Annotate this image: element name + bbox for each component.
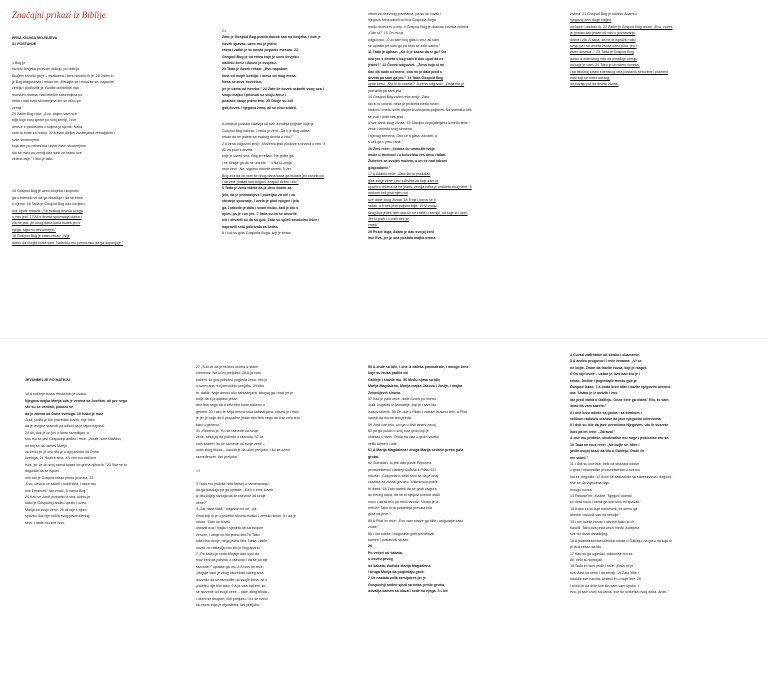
text-line: 14 A ako za to čuje namesnik, mi ćemo ga <box>570 506 638 511</box>
text-line: sticanje spoznaje. I uzela je plod njegov i jela <box>222 199 299 204</box>
text-line: rekao. Dođite i pogledajte mesto gde je <box>570 378 637 383</box>
page-number: 19 <box>196 469 200 474</box>
text-line: dozvolio da se razvodite od svojih žena, ali u <box>196 577 268 582</box>
text-block <box>196 481 374 609</box>
text-line: deo tela nego da ti celo telo bude bačeno u <box>196 403 265 408</box>
text-line: u vrtu jedi. 17 Ali s drveta spoznanja dobra i <box>12 214 82 219</box>
text-line: 17 Kad su ga ugledali, pokloniše mu se. <box>570 551 634 556</box>
text-line: i druga Marija da pogledaju grob. <box>368 570 425 574</box>
text-line: Josif, bogataš iz Arimateje, koji je i sam bio <box>368 403 437 408</box>
top-left-column <box>12 10 194 330</box>
text-line: 13 Rekoše im: „Kažite: 'Njegovi učenici <box>570 493 633 498</box>
bottom-left-column <box>25 377 200 577</box>
text-line: glas svoje žene i jeo s drveta za koje sam te <box>368 178 439 183</box>
text-line: Zebedijevih sinova. <box>368 390 402 395</box>
text-line: uklesao u steni. Onda na ulaz u grob navalio <box>368 435 439 440</box>
text-line: rekao: 'Zato će čovek <box>196 519 231 524</box>
text-line: 11 I dok su one išle, neki od stražara odoše <box>570 461 640 466</box>
text-line: odgovorio: „Čuo sam tvoj glas u vrtu, ali sam <box>368 37 439 42</box>
text-line: ženom, i oboje će biti jedno telo?'6 Tako <box>196 532 260 537</box>
text-block <box>570 11 760 88</box>
text-line: dogodilo da se ispuni <box>25 469 59 474</box>
text-line: kako je Gospodnji anđeo uputio i uzeo <box>25 501 86 506</box>
text-line: znate." <box>368 525 380 530</box>
text-line: 24 Kad se Josif probudio iz sna, učinio je <box>25 494 91 499</box>
text-line: svog lica jedeš hleb dok se ne vratiš u zemlju, od koje si i uzet. <box>368 210 468 215</box>
text-line: velikom radošću otrčaše da jave njegovim učenicima. <box>570 417 662 422</box>
text-line: načinio ženu i doveo je čovjeku. <box>222 61 277 66</box>
text-line: veliki kamen i ode. <box>368 441 398 446</box>
text-line: zemlji." <box>12 105 24 110</box>
text-block <box>196 364 374 460</box>
text-line: istrao iz edenskog vrta da obrađuje zemlju <box>570 56 638 61</box>
text-line: rebro i zatim je to mesto popunio mesom. 22 <box>222 48 299 53</box>
text-line: postaće oboje jedno telo. 25 Oboje su bili <box>222 99 293 104</box>
text-line: naučite sve narode, krsteći ih u moje ime. 20 <box>570 577 642 582</box>
text-line: 4 „Zar niste čitali," odgovori im on, „da <box>196 507 257 512</box>
text-line: ide pred vama u Galileju. Onde ćete ga videti.' Eto, to sam <box>570 397 669 402</box>
text-line: Marija Magdalena, Marija majka Jakova i Josije, i majka <box>368 384 463 389</box>
text-line: ime Eva, jer je ona postala majka svima <box>368 236 436 241</box>
text-line: ono što je Gospod rekao preko proroka: 23 <box>25 475 94 480</box>
text-line: početku nije bilo tako. 9 A ja vam kažem: ko <box>196 584 266 588</box>
text-line: naredi da mu se telo preda. <box>368 416 412 421</box>
text-block <box>368 364 563 595</box>
text-line: što si to učinila, neka je prokleta među svom <box>368 101 439 106</box>
text-line: i ne dirajte ga da ne umrete.' " 4 Na to zmija <box>222 160 292 165</box>
text-line: me videti." <box>570 455 589 460</box>
text-line: sve do dana današnjeg. <box>570 532 609 537</box>
text-line: što su se venčali, pokaza se <box>25 405 73 410</box>
text-line: zemlju i podložite je. Budite doministri nad <box>12 86 79 91</box>
text-line: 60 pa ga položi u svoj novi grob koji je <box>368 429 429 434</box>
text-line: Isus pa im reče: „Zdravo!" <box>570 429 615 434</box>
text-line: tri dana.' 64 Zato naredi da se grob osigura <box>368 486 437 491</box>
text-line: ga. I takođe je dala i svom mužu, kad je bio s <box>222 205 299 210</box>
text-line: reče ženi: „Ne, sigurno nećete umreti. 5 Jer <box>222 167 291 172</box>
text-line: geheni. 30 I ako te tvoja desna ruka sablažnjava, odseci je i baci <box>196 409 299 414</box>
text-line: za ženu jer je ono što je u njoj začeto od Duha <box>25 450 99 455</box>
text-line: 62 Sutradan, to jest dan posle Pripreme, <box>368 461 433 466</box>
text-line: koja lete po nebesima i svim živim stvorenjima <box>12 144 86 149</box>
text-line: da čuvaju put ka drvetu života. <box>570 82 619 87</box>
text-line: kamen i postavivši stražu. <box>368 537 410 542</box>
text-line: ti ćeš ga u petu ranit." <box>368 140 403 145</box>
text-line: prevarila pa sam jela." <box>368 88 404 93</box>
text-line: Jer si prah i u prah ćeš se <box>368 217 410 221</box>
text-block <box>570 352 760 595</box>
text-line: 57 Kad je pala veče, dođe čovek po imenu <box>368 397 436 402</box>
text-line: je Isus rekao da idu. <box>570 545 603 550</box>
text-line: 20 Posle toga, Adam je dao svojoj ženi <box>368 229 434 234</box>
text-line: čovek ne rastavlja ono što je Bog spario." <box>196 545 262 550</box>
text-line: Mariju za svoju ženu. 25 ali nije s njom <box>25 507 87 512</box>
text-line: I učeći ih da drže sve što sam vam uputio. I <box>570 583 639 588</box>
document-title: Značajni prikazi iz Biblije <box>12 10 106 20</box>
text-line: Gospod ležao. 7 a onda brzo idite i kažite njegovim učenici- <box>570 385 672 390</box>
text-line: 16 A jedanaestorica učenika odoše u Galileju, na goru na koju ih <box>570 538 673 543</box>
text-line: 11 Tada je upitao: „Ko ti je kazao da si go? Da <box>368 50 447 55</box>
text-line: 18 Tada im Isus priđe i reče: „Data mi je <box>570 564 634 569</box>
text-block <box>368 11 558 242</box>
text-line: stvorio čovjeka po svom obličju, po obličju <box>12 67 79 72</box>
text-line: što se dogodilo. 12 A oni se sastadoše sa starešinama i dogovo- <box>570 474 673 479</box>
text-line: Bog zna da će vam se onog dana kada ga budete jeli otvoriti oči <box>222 173 324 178</box>
top-right-column-1 <box>368 11 558 329</box>
text-line: čovek spavao, uzeo mu je jedno <box>222 41 277 46</box>
text-line: baci u gehenu." <box>196 422 221 427</box>
text-line: žene?" <box>196 500 208 505</box>
text-line: riše se da vojnicima daju <box>570 481 610 486</box>
text-line: njegovoj ženi duge haljine <box>570 18 612 23</box>
text-line: 2 A žena odgovori zmiji: „Možemo jesti plodove s drveća u vrtu. 3 <box>222 141 326 146</box>
text-line: Gospod Bog načinio. I rekla je ženi: „Da li je Bog zaista <box>222 128 310 133</box>
text-line: 7 „Pa zašto je onda Mojsije dao uput da <box>196 551 260 556</box>
text-line: i oženi se drugom, čini preljubu. I ko se oženi <box>196 596 268 601</box>
text-line: rekoše: „Gospodaru, setili smo se da je onaj <box>368 473 439 478</box>
text-line: svetoga. 21 Rodiće sina, a ti ćeš mu dati ime <box>25 456 97 461</box>
text-line: sva vlast na nebu i na zemlji. 19 Zato idite i <box>570 570 639 575</box>
text-line: od koje je uzet. 24 Tako je on istero čoveka, <box>570 63 640 68</box>
text-line: napravili sebi pokrivala za bedra. <box>222 224 279 229</box>
text-line: 65 A Pilat im reče: „Evo vam straže ga idite i osigurajte kako <box>368 518 464 523</box>
text-line: jedeš?" 12 Čovek odgovori: „Žena koju si mi <box>368 63 445 68</box>
text-line: živima. 21 Gospod Bog je načinio Adamu i <box>570 12 638 16</box>
text-line: spavao dok nije rodila svog prvorođenog <box>25 514 90 519</box>
text-line: 1 Bog je <box>12 60 26 65</box>
text-line: Isus, jer će on svoj narod spasti od grehа njihovih." 22 Sve se to <box>25 462 127 467</box>
bottom-right-column <box>570 352 760 692</box>
text-line: A zmija je postala lukavija od svih životinja poljskih koje je <box>222 122 314 127</box>
text-line: 61 A Marija Magdalena i druga Marija sedoše preko puta <box>368 448 464 453</box>
text-line: Onaj koji ih je u početku stvorio muško i žensko stvori. 5 I da je <box>196 513 296 518</box>
text-line: upita ženu: „Šta si to uradila?" A žena odgovori: „Zmija me je <box>368 82 465 87</box>
text-line: 55 A onde su bile, i one iz daleka posmatrale, i mnoge žene <box>368 365 469 369</box>
text-line: Galileje i služile mu. 56 Među njima su bile <box>368 377 441 382</box>
text-line: od šabata, dođoše Marija Magdalena <box>368 563 431 568</box>
text-line: oči i shvatili su da su goli. Zato su spleli smokvino lišće i <box>222 218 320 223</box>
text-line: Gospod Bog je od rebra koje je uzeo čovjeku <box>222 54 299 59</box>
text-line: Ali, neki su sumnjali. <box>570 558 603 562</box>
text-line: se uplašio jer sam go pa sam se zato sakrio." <box>368 44 441 49</box>
text-line: u osvitu prvog <box>368 557 393 562</box>
text-line: Žudećeš za svojim mužem, a on će nad tobom <box>368 159 447 164</box>
text-line: 31 „Rečeno je: 'Ko se razvede od svoje <box>196 429 259 434</box>
text-line: imao da vam kažem." <box>570 404 607 409</box>
bottom-middle-column-2 <box>368 364 563 694</box>
text-line: 18 A rođenje Isusa Hrista bilo je ovako: <box>25 392 87 397</box>
text-line: ove upute rekavši: „Sa svakog drveća ovoga <box>12 208 83 213</box>
text-line: dobra i zla. A sada, da ne bi ispružio ruku <box>570 37 636 42</box>
text-line: Isusov učenik. 58 On ode k Pilatu i zatraži Isusovo telo, a Pilat <box>368 409 467 414</box>
text-line: javite mojoj braći da idu u Galileju. Onde će <box>570 449 645 454</box>
text-line: 2 Uz nastala velik zemljotres jer je <box>368 576 426 581</box>
text-line: ne bojte. Znam da tražite Isusa, koji je raspet. <box>570 365 648 370</box>
text-line: 16 Ženi reče: „Veoma ću umnožiti tvoje <box>368 146 435 151</box>
text-line: među drvećem u vrtu. 9 Gospod Bog je dozivao čoveka rečima: <box>368 24 470 29</box>
text-line: goli,čovek i njegova žena, ali se nisu stideli. <box>222 105 297 110</box>
text-line: od kože i obukao ih. 22 Zatim je Gospod Bog rekao: „Evo, čovek <box>570 24 673 29</box>
text-line: gora od prve." <box>368 512 391 517</box>
text-line: vam to bude za hranu. 30 A svim divljim životinjama zemaljskim i <box>12 131 115 136</box>
text-line: drveće s plodovima u kojima je sjeme. Neka <box>12 124 83 129</box>
text-line: varalica za života govorio: 'Uskrsnuću posle <box>368 480 438 485</box>
text-line: živeo doveka..." 23 Tada je Gospod Bog <box>570 50 634 55</box>
text-line: Ali za plod s drveta <box>222 147 253 152</box>
text-line: 15 I oni uzeše novac i učiniše kako su ih <box>570 519 635 524</box>
text-line: da je izvrgne sramoti pa odluči da je tajno napusti. <box>25 424 105 429</box>
text-line: 28 <box>368 544 372 549</box>
text-block <box>25 391 200 526</box>
text-line: 10 Tada im Isus reče: „Ne bojte se. Idite i <box>570 442 640 447</box>
text-line: zla ne jedi, jer onog dana kada budeš jeo s <box>12 221 81 226</box>
text-line: te, dakle, tvoje desno oko sablažnjava, iskopaj ga i baci jer je <box>196 390 294 395</box>
text-line: „Gde si?" 10 On mu je <box>368 31 404 36</box>
text-line: mnogo novca <box>570 487 592 492</box>
text-line: Zato je Gospod Bog pustio dubok san na čovjeka, i dok je <box>222 35 321 40</box>
text-line: ne boj se da uzmeš Mariju <box>25 443 67 448</box>
page-divider <box>0 338 768 339</box>
text-line: noću i ukrali telo pa rekli narodu: 'Ustao je iz <box>368 499 439 504</box>
text-line: vam kažem: ko se razvede od svoje žene – <box>196 441 265 446</box>
text-line: evo, ja sam uvek sa vama, sve do svršetka ovog doba. Amin." <box>570 590 669 595</box>
text-line: sa onom koja je otpuštena, čini preljubu." <box>196 603 262 608</box>
text-line: kažem: ko god pohotno pogleda ženu, već je <box>196 377 268 382</box>
text-line: sve dane svog života. 18 Trnje i korov će ti <box>368 197 436 202</box>
text-line: 5 A anđeo progovori i reče ženama: „Vi se <box>570 359 642 364</box>
text-line: muke u trudnoći i u bolovima ćeš decu rađati. <box>368 152 447 157</box>
text-line: ubediti i osloviti vas od nevolje." <box>570 513 621 518</box>
text-line: 29 Zatim Bog reče: „Evo, dajem vam sve <box>12 112 77 117</box>
text-line: naučili. Tako ova priča kruži među Judejima <box>570 525 640 530</box>
text-block <box>12 60 194 163</box>
text-line: 8 I one brzo odoše sa groba i sa strahom i <box>570 410 642 415</box>
text-line: vrtom za dnevnog povetarca, pa su se čovek i <box>368 12 442 16</box>
text-line: gospodariti." <box>368 165 391 170</box>
text-line: u sve dane svog života. 15 Stavljću neprijateljstvo između tebe i <box>368 120 470 125</box>
text-line: da je začela od Duha svetoga. 19 Kako je muž <box>25 411 103 416</box>
text-line: se razvede od svoje žene – osim zbog bluda – <box>196 590 270 595</box>
text-line: sina. I dade mu ime Isus. <box>25 520 65 525</box>
text-line: ma: 'Ustao je iz mrtvih i eno <box>570 391 618 396</box>
text-line: vremena: 'Ne učini preljubu!' 28 A ja vam <box>196 371 261 376</box>
text-line: odvalija kamen sa ulaza i sede na njega. 3 Lice <box>368 589 448 594</box>
text-line: i na istočnoj strani edenskog vrta postavio heruvime i plameni <box>570 69 668 74</box>
text-line: do trećeg dana, da ne bi njegovi učenici došli <box>368 493 440 498</box>
text-line: koje su Isusa pratile od <box>368 371 408 376</box>
text-line: kost od mojih kostiju. I meso od mog mesa. <box>222 73 297 78</box>
text-line: mač koji se vrteo uokrug, <box>570 76 610 81</box>
text-line: A one mu pridoše, obuhvatiše mu noge i pokloniše mu se. <box>570 436 670 441</box>
text-line: žene, neka joj da potvrdu o razvodu.'32 Ja <box>196 435 264 440</box>
text-line: 18 Gospod Bog je zatim rekao: „Nije <box>12 234 70 239</box>
text-line: 6 On nije ovde – ustao je, baš kao što je i <box>570 372 640 377</box>
text-line: jelo, da je primamljivo i poželjno za oči i za <box>222 192 295 197</box>
text-block <box>12 188 194 246</box>
bottom-middle-column-1 <box>196 364 374 694</box>
text-line: svim stvorenjima <box>12 137 39 142</box>
text-line: 27 „Sud će da je rečeno onima iz starih <box>196 365 259 369</box>
text-line: o njemu. 16 Tada je Gospod Bog dao čovjeku <box>12 202 85 207</box>
text-line: „Evo, devica će začeti i roditi sina, i daće mu <box>25 482 96 487</box>
text-line: Josif, pošto je bio pravedan čovek, nije hteo <box>25 418 95 423</box>
text-line: rađati, a ti ćeš jesti poljsko bilje. 19 U znoju <box>368 204 437 209</box>
text-line: 59 Josif uze telo, uvi ga u čisti laneni zavoj <box>368 422 436 427</box>
text-line: nisi jeo s drveta s kog sam ti dao uput da ne <box>368 56 444 61</box>
text-line: muž ženi da potvrdu o razvodu i da se od nje <box>196 558 268 563</box>
text-line: „Mojsije vam je zbog okorelosti vašeg srca <box>196 571 264 576</box>
text-line: 8 I čuli su glas Gospoda Boga, koji je šetao <box>222 231 291 236</box>
text-line: 14 Gospod Bog zatim reče zmiji: „Zato <box>368 95 430 100</box>
text-line: 17 A Adamu reče: „Zato što si poslušao <box>368 172 431 177</box>
text-line: 6 Tada je žena videla da je drvo dobro za <box>222 186 292 191</box>
text-line: što se miču po zemlji dao sam za hranu sve <box>12 150 82 155</box>
text-line: koje je usred vrta, Bog je rekao: 'Ne jedite ga <box>222 154 294 159</box>
text-line: u grad i obavestiše prvosveštenike o svemu <box>570 468 640 473</box>
text-line: ime Emanuel," što znači „S nama Bog." <box>25 488 88 493</box>
text-line: njegova žena sakrili od lica Gospoda Boga <box>368 18 436 23</box>
text-line: Po večeri od šabata, <box>368 550 403 555</box>
text-line: svoju majku i prionuti uz svoju ženu i <box>222 93 286 98</box>
text-line: groba. <box>368 454 379 459</box>
text-line: nebu i nad svim stvorenjima što se miču po <box>12 99 81 104</box>
text-line: snu mu se javi Gospodnji anđeo i reče: „Josife, sine Davidov, <box>25 437 122 442</box>
text-line: rekao da ne jedete sa svakog drveta u vrtu?" <box>222 135 294 140</box>
text-line: ostaviti oca i majku i sjediniti se sa svojom <box>196 526 264 531</box>
text-line: 23 Tada je čovek rekao: „Evo napokon <box>222 67 288 72</box>
text-line: 66 I oni odoše i osiguraše grob pečatirivši <box>368 531 435 536</box>
text-line: jer je uzeta od čoveka." 24 Zato će čovek ostaviti svog oca i <box>222 86 324 91</box>
text-line: zeleno bilje." I bilo je tako. <box>12 156 54 161</box>
text-line: njega, sigurno ćeš umrijeti." <box>12 227 57 232</box>
text-line: prvosveštenici i fariseji dođoše k Pilatu 63 i <box>368 467 437 472</box>
top-right-column-2 <box>570 11 760 111</box>
text-line: su došli noću i ukrali ga dok smo mi spavali.' <box>570 500 641 505</box>
text-line: mukom ćeš jesti njen rod <box>368 191 408 196</box>
text-line: se vući i prah ćeš jesti <box>368 114 404 119</box>
gospel-heading: JEVANĐELJE PO MATEJU <box>25 378 70 382</box>
book-subheading: ILI POSTANJE <box>12 42 37 47</box>
text-line: drveta pa sam ga jeo." 13 Tada Gospod Bog <box>368 76 443 81</box>
text-line: dobro da čovjek bude sam. Načiniću mu pomoćnicu da ga dopunjuje." <box>12 240 124 245</box>
text-line: ga u edenski vrt da ga obrađuje i da se brine <box>12 195 83 200</box>
text-line: 15 Gospod Bog je uzeo čovjeka i smjestio <box>12 189 79 194</box>
text-line: žene i između tvog semena <box>368 127 412 132</box>
text-line: bilje koje nosi sjeme po svoj zemlji, i sve <box>12 118 77 123</box>
text-line: 20 Ali, dok je on još o tome razmišljao, u <box>25 430 90 435</box>
text-line: je postao kao jedan od nas u poznavanju <box>570 31 636 36</box>
text-line: njom, pa je i on jeo. 7 Tada su im se otvorile <box>222 211 297 216</box>
text-line: 3 Tada mu pridoše neki farisej u nameravanju <box>196 481 269 486</box>
text-line: mrtvih!' Tako bi ta poslednja prevara bila <box>368 505 432 510</box>
text-line: iz bilo kojeg razloga da se razvede od svoje <box>196 494 266 499</box>
text-line: stokom i među svim divljim životinjama poljskim. Na stomaku ćeš <box>368 108 472 113</box>
text-line: Gospodnji anđeo sputi sa neba, prišle grobu, <box>368 582 446 587</box>
text-line: Njegova majka Marija bila je verena sa Josifom, ali pre nego <box>25 398 128 403</box>
text-line: vratiti." <box>368 223 379 228</box>
text-line: razvedenom, čini preljubu." <box>196 454 240 459</box>
text-line: je Bog blagoslovio i rekao im: „Radajte se i množite se, napunite <box>12 80 115 85</box>
text-line: 9 I dok su išle da jave učenicima Njegovim, uto ih susrete <box>570 423 669 428</box>
text-line: osim zbog bluda – navodi je da učini preljubu. I ko se oženi <box>196 448 290 453</box>
text-line: više nisu dvoje, nego jedno telo. Neka, dakle, <box>196 539 269 544</box>
text-line: svoju pa i sa drveta života uzeo plod, jeo i <box>570 44 637 49</box>
text-line: dao da bude uz mene, ona mi je dala plod s <box>368 69 442 74</box>
text-line: i njenog semena. Ono će ti glavu zdrobiti, a <box>368 133 437 138</box>
text-line: je jer je bolje da ti propadne jedan deo tela nego da ti se celo telo <box>196 416 300 421</box>
text-line: bolje da ti propadne jedan <box>196 397 238 402</box>
text-line: morskim ribama, nad letećim stvorenjima po <box>12 92 83 97</box>
text-line: Neka se zove čovečica, <box>222 80 262 85</box>
text-line: da ga iskušaju pa ga upitaše: „Da li ć eme čovek <box>196 487 274 492</box>
text-line: u svom srcu s njom učinio preljubu. 29 Ako <box>196 384 265 389</box>
text-line: 4 Čuvari zadrhtaše od straha i obamreše. <box>570 353 641 357</box>
text-line: razvede?" upitaše ga oni. 8 A Isus im reče: <box>196 564 264 569</box>
book-heading: PRVA KNJIGA MOJSIJEVA <box>12 36 58 40</box>
text-line: i da ćete postati kao bogovi, znajući dobro i zlo." <box>222 179 299 184</box>
text-line: uputio s rečima da ne jedeš, zemlja neka je prokleta zbog tebe. S <box>368 184 472 189</box>
text-line: Božjem stvorio ga je – muškarca i ženu stvorio ih je. 28 Zatim ih <box>12 73 114 78</box>
page-number: 21 <box>222 29 226 33</box>
